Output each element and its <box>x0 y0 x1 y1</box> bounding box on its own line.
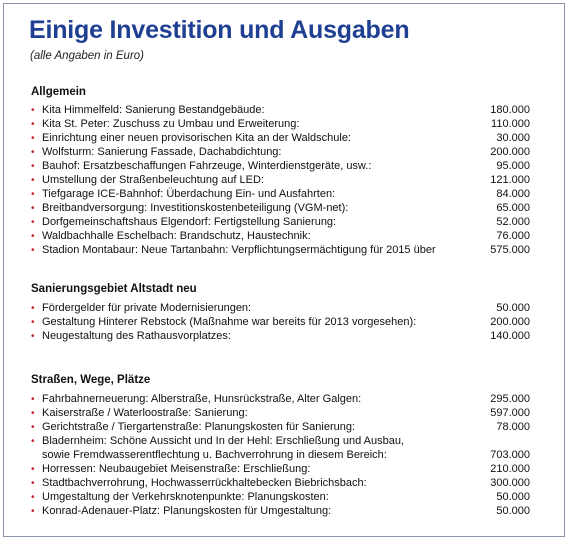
bullet-icon: • <box>31 217 35 228</box>
list-item <box>0 244 570 257</box>
item-label: Umstellung der Straßenbeleuchtung auf LED: <box>42 174 264 186</box>
item-value: 95.000 <box>496 160 530 172</box>
item-label: Bauhof: Ersatzbeschaffungen Fahrzeuge, Winterdienstgeräte, usw.: <box>42 160 372 172</box>
item-label: Waldbachhalle Eschelbach: Brandschutz, Haustechnik: <box>42 230 311 242</box>
item-value: 295.000 <box>490 393 530 405</box>
list-item <box>0 463 570 476</box>
list-item <box>0 407 570 420</box>
item-label: Horressen: Neubaugebiet Meisenstraße: Erschließung: <box>42 463 311 475</box>
item-value: 84.000 <box>496 188 530 200</box>
item-label: Gerichtstraße / Tiergartenstraße: Planungskosten für Sanierung: <box>42 421 356 433</box>
list-item <box>0 421 570 434</box>
bullet-icon: • <box>31 189 35 200</box>
item-value: 597.000 <box>490 407 530 419</box>
section-heading: Allgemein <box>31 86 86 98</box>
page-subtitle: (alle Angaben in Euro) <box>30 50 145 62</box>
list-item <box>0 477 570 490</box>
bullet-icon: • <box>31 119 35 130</box>
item-label: Gestaltung Hinterer Rebstock (Maßnahme war bereits für 2013 vorgesehen): <box>42 316 417 328</box>
item-label: Dorfgemeinschaftshaus Elgendorf: Fertigstellung Sanierung: <box>42 216 337 228</box>
item-value: 210.000 <box>490 463 530 475</box>
list-item <box>0 302 570 315</box>
bullet-icon: • <box>31 408 35 419</box>
bullet-icon: • <box>31 331 35 342</box>
item-value: 52.000 <box>496 216 530 228</box>
item-label: sowie Fremdwasserentflechtung u. Bachverrohrung in diesem Bereich: <box>42 449 387 461</box>
list-item <box>0 118 570 131</box>
list-item <box>0 491 570 504</box>
item-label: Kita St. Peter: Zuschuss zu Umbau und Erweiterung: <box>42 118 300 130</box>
item-value: 300.000 <box>490 477 530 489</box>
item-value: 575.000 <box>490 244 530 256</box>
bullet-icon: • <box>31 422 35 433</box>
item-label: Stadion Montabaur: Neue Tartanbahn: Verpflichtungsermächtigung für 2015 über <box>42 244 436 256</box>
list-item <box>0 330 570 343</box>
bullet-icon: • <box>31 464 35 475</box>
item-value: 110.000 <box>491 118 530 130</box>
item-value: 121.000 <box>490 174 530 186</box>
bullet-icon: • <box>31 203 35 214</box>
item-value: 200.000 <box>490 146 530 158</box>
bullet-icon: • <box>31 478 35 489</box>
bullet-icon: • <box>31 303 35 314</box>
item-value: 140.000 <box>490 330 530 342</box>
section-heading: Sanierungsgebiet Altstadt neu <box>31 283 197 295</box>
item-value: 50.000 <box>496 491 530 503</box>
item-value: 180.000 <box>490 104 530 116</box>
item-label: Konrad-Adenauer-Platz: Planungskosten für Umgestaltung: <box>42 505 332 517</box>
bullet-icon: • <box>31 245 35 256</box>
item-label: Umgestaltung der Verkehrsknotenpunkte: Planungskosten: <box>42 491 329 503</box>
item-label: Kita Himmelfeld: Sanierung Bestandgebäude: <box>42 104 265 116</box>
item-value: 65.000 <box>496 202 530 214</box>
list-item <box>0 505 570 518</box>
item-label: Breitbandversorgung: Investitionskostenbeteiligung (VGM-net): <box>42 202 349 214</box>
item-value: 50.000 <box>496 302 530 314</box>
item-label: Einrichtung einer neuen provisorischen Kita an der Waldschule: <box>42 132 351 144</box>
bullet-icon: • <box>31 394 35 405</box>
list-item <box>0 188 570 201</box>
bullet-icon: • <box>31 161 35 172</box>
bullet-icon: • <box>31 231 35 242</box>
item-label: Fördergelder für private Modernisierungen: <box>42 302 252 314</box>
list-item <box>0 202 570 215</box>
item-value: 50.000 <box>496 505 530 517</box>
item-label: Bladernheim: Schöne Aussicht und In der Hehl: Erschließung und Ausbau, <box>42 435 405 447</box>
bullet-icon: • <box>31 436 35 447</box>
item-value: 703.000 <box>490 449 530 461</box>
item-label: Wolfsturm: Sanierung Fassade, Dachabdichtung: <box>42 146 282 158</box>
bullet-icon: • <box>31 133 35 144</box>
item-label: Kaiserstraße / Waterloostraße: Sanierung: <box>42 407 248 419</box>
bullet-icon: • <box>31 506 35 517</box>
list-item <box>0 174 570 187</box>
bullet-icon: • <box>31 175 35 186</box>
bullet-icon: • <box>31 105 35 116</box>
item-value: 200.000 <box>490 316 530 328</box>
item-value: 78.000 <box>496 421 530 433</box>
item-label: Tiefgarage ICE-Bahnhof: Überdachung Ein- und Ausfahrten: <box>42 188 336 200</box>
list-item <box>0 230 570 243</box>
list-item <box>0 216 570 229</box>
bullet-icon: • <box>31 492 35 503</box>
list-item <box>0 435 570 448</box>
page-title: Einige Investition und Ausgaben <box>29 16 410 44</box>
bullet-icon: • <box>31 317 35 328</box>
list-item-continuation <box>0 449 570 462</box>
bullet-icon: • <box>31 147 35 158</box>
item-value: 30.000 <box>496 132 530 144</box>
list-item <box>0 146 570 159</box>
item-value: 76.000 <box>496 230 530 242</box>
list-item <box>0 160 570 173</box>
section-heading: Straßen, Wege, Plätze <box>31 374 151 386</box>
item-label: Fahrbahnerneuerung: Alberstraße, Hunsrückstraße, Alter Galgen: <box>42 393 362 405</box>
item-label: Neugestaltung des Rathausvorplatzes: <box>42 330 231 342</box>
list-item <box>0 132 570 145</box>
list-item <box>0 393 570 406</box>
item-label: Stadtbachverrohrung, Hochwasserrückhaltebecken Biebrichsbach: <box>42 477 367 489</box>
list-item <box>0 104 570 117</box>
list-item <box>0 316 570 329</box>
